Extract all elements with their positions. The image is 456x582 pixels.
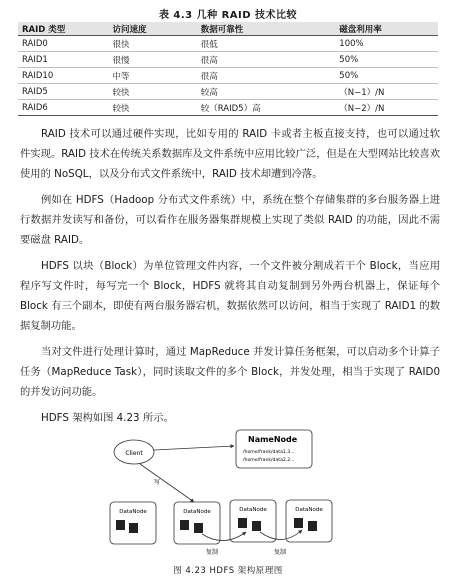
data-block	[180, 520, 189, 530]
data-block	[294, 518, 303, 528]
cell-utilization: （N−2）/N	[335, 100, 438, 116]
client-write-arrow	[140, 464, 194, 502]
cell-utilization: （N−1）/N	[335, 84, 438, 100]
cell-access-speed: 中等	[108, 68, 196, 84]
cell-raid-type: RAID0	[18, 36, 108, 52]
cell-utilization: 50%	[335, 52, 438, 68]
cell-raid-type: RAID5	[18, 84, 108, 100]
paragraph-hdfs-block: HDFS 以块（Block）为单位管理文件内容，一个文件被分割成若干个 Block，当应用程序写文件时，每写完一个 Block，HDFS 就将其自动复制到另外两台机器上，保证每个 Block 有三个副本，即使有两台服务器宕机，数据依然可以访问，相当于实现了 RAID1 的数据复制功能。	[20, 260, 440, 332]
paragraph-hdfs-arch-intro: HDFS 架构如图 4.23 所示。	[41, 412, 174, 424]
cell-utilization: 100%	[335, 36, 438, 52]
datanode-box	[110, 502, 156, 544]
table-header-row	[18, 22, 438, 36]
data-block	[129, 523, 138, 533]
paragraph-hdfs-example: 例如在 HDFS（Hadoop 分布式文件系统）中，系统在整个存储集群的多台服务器上进行数据并发读写和备份，可以看作在服务器集群规模上实现了类似 RAID 的功能，因此不需要磁盘 RAID。	[20, 194, 440, 246]
table-row	[18, 52, 438, 68]
cell-access-speed: 很快	[108, 36, 196, 52]
data-block	[252, 521, 261, 531]
cell-access-speed: 较快	[108, 100, 196, 116]
cell-raid-type: RAID10	[18, 68, 108, 84]
copy-label: 复制	[206, 549, 219, 556]
raid-comparison-table	[18, 22, 438, 116]
data-block	[308, 521, 317, 531]
paragraph-raid-implementation: RAID 技术可以通过硬件实现，比如专用的 RAID 卡或者主板直接支持，也可以通过软件实现。RAID 技术在传统关系数据库及文件系统中应用比较广泛，但是在大型网站比较喜欢使用的 NoSQL，以及分布式文件系统中，RAID 技术却遭到冷落。	[20, 128, 440, 180]
cell-reliability: 较（RAID5）高	[197, 100, 336, 116]
cell-reliability: 较高	[197, 84, 336, 100]
datanode-box	[230, 500, 276, 542]
datanode-label: DataNode	[239, 507, 267, 513]
cell-reliability: 很低	[197, 36, 336, 52]
cell-raid-type: RAID6	[18, 100, 108, 116]
datanode-box	[286, 500, 332, 542]
namenode-title: NameNode	[248, 435, 298, 444]
cell-reliability: 很高	[197, 68, 336, 84]
datanode-label: DataNode	[295, 507, 323, 513]
namenode-path-1: /home/frank/data1.3...	[243, 450, 295, 455]
header-utilization: 磁盘利用率	[335, 22, 438, 36]
cell-utilization: 50%	[335, 68, 438, 84]
data-block	[116, 520, 125, 530]
cell-access-speed: 很慢	[108, 52, 196, 68]
write-label: 写	[154, 479, 161, 486]
table-row	[18, 36, 438, 52]
data-block	[238, 518, 247, 528]
data-block	[194, 523, 203, 533]
table-row	[18, 68, 438, 84]
datanode-box	[174, 502, 220, 544]
table-row	[18, 84, 438, 100]
namenode-path-2: /home/frank/data2.2...	[243, 458, 295, 463]
paragraph-mapreduce: 当对文件进行处理计算时，通过 MapReduce 并发计算任务框架，可以启动多个计算子任务（MapReduce Task），同时读取文件的多个 Block，并发处理，相当于实现了 RAID0 的并发访问功能。	[20, 346, 440, 398]
client-to-namenode-arrow	[154, 446, 234, 450]
copy-label: 复制	[274, 549, 287, 556]
cell-raid-type: RAID1	[18, 52, 108, 68]
datanode-label: DataNode	[183, 509, 211, 515]
header-reliability: 数据可靠性	[197, 22, 336, 36]
cell-reliability: 很高	[197, 52, 336, 68]
cell-access-speed: 较快	[108, 84, 196, 100]
hdfs-architecture-diagram	[96, 426, 336, 562]
table-row	[18, 100, 438, 116]
datanode-label: DataNode	[119, 509, 147, 515]
figure-caption: 图 4.23 HDFS 架构原理图	[173, 566, 283, 576]
table-caption: 表 4.3 几种 RAID 技术比较	[158, 10, 298, 21]
header-raid-type: RAID 类型	[18, 22, 108, 36]
header-access-speed: 访问速度	[108, 22, 196, 36]
client-label: Client	[125, 450, 143, 457]
